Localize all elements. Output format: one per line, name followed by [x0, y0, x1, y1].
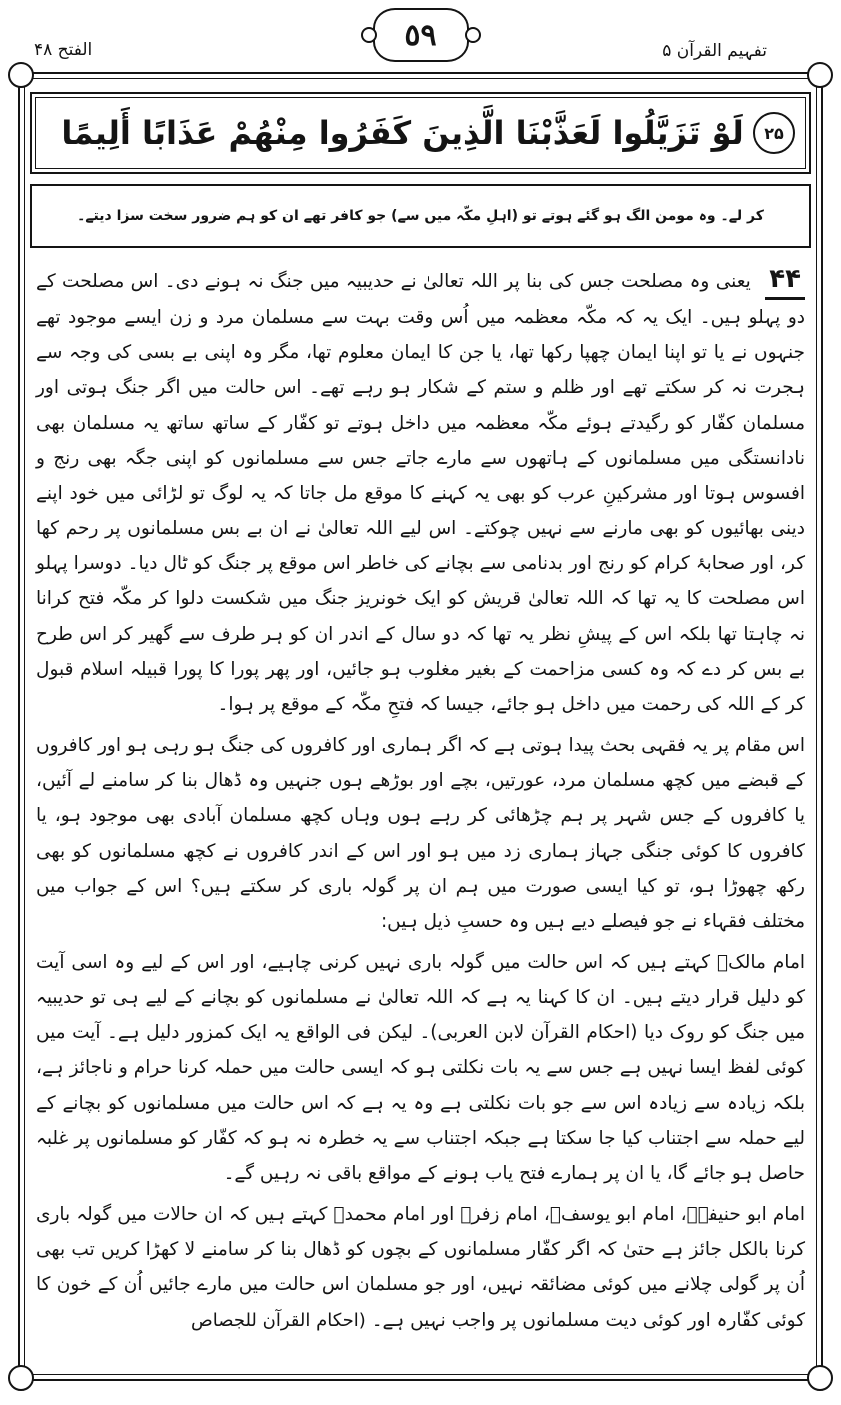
commentary-paragraph [36, 945, 805, 1191]
commentary-paragraph [36, 262, 805, 722]
arabic-verse-box [30, 92, 811, 174]
verse-number-marker: ۲۵ [753, 112, 795, 154]
paragraph-text: یعنی وہ مصلحت جس کی بنا پر اللہ تعالیٰ نے حدیبیہ میں جنگ نہ ہونے دی۔ اس مصلحت کے دو پہلو ہیں۔ ایک یہ کہ مکّہ معظمہ میں اُس وقت بہت سے مسلمان مرد و زن ایسے موجود تھے جنہوں نے یا تو اپنا ایمان چھپا رکھا تھا، یا جن کا ایمان معلوم تھا، مگر وہ اپنی بے بسی کی وجہ سے ہجرت نہ کر سکتے تھے اور ظلم و ستم کے شکار ہو رہے تھے۔ اس حالت میں اگر جنگ ہوتی اور مسلمان کفّار کو رگیدتے ہوئے مکّہ معظمہ میں داخل ہوتے تو کفّار کے ساتھ ساتھ یہ مسلمان بھی نادانستگی میں مسلمانوں کے ہاتھوں سے مارے جاتے جس سے مسلمانوں کو اپنی جگہ بھی رنج و افسوس ہوتا اور مشرکینِ عرب کو بھی یہ کہنے کا موقع مل جاتا کہ یہ لوگ تو لڑائی میں خود اپنے دینی بھائیوں کو بھی مارنے سے نہیں چوکتے۔ اس لیے اللہ تعالیٰ نے ان بے بس مسلمانوں پر رحم کھا کر، اور صحابۂ کرام کو رنج اور بدنامی سے بچانے کی خاطر اس موقع پر جنگ کو ٹال دیا۔ دوسرا پہلو اس مصلحت کا یہ تھا کہ اللہ تعالیٰ قریش کو ایک خونریز جنگ میں شکست دلوا کر مکّہ فتح کرانا نہ چاہتا تھا بلکہ اس کے پیشِ نظر یہ تھا کہ دو سال کے اندر ان کو ہر طرف سے گھیر کر اس طرح بے بس کر دے کہ وہ کسی مزاحمت کے بغیر مغلوب ہو جائیں، اور پھر پورا کا پورا قبیلہ اسلام قبول کر کے اللہ کی رحمت میں داخل ہو جائے، جیسا کہ فتحِ مکّہ کے موقع پر ہوا۔ [36, 271, 805, 715]
corner-ornament-icon [807, 62, 833, 88]
corner-ornament-icon [807, 1365, 833, 1391]
corner-ornament-icon [8, 1365, 34, 1391]
commentary-paragraph [36, 728, 805, 939]
page-number-ornament [373, 8, 469, 62]
translation-text: کر لے۔ وہ مومن الگ ہو گئے ہوتے تو (اہلِ مکّہ میں سے) جو کافر تھے ان کو ہم ضرور سخت سزا دیتے۔ [77, 208, 764, 224]
footnote-number: ۴۴ [765, 262, 805, 300]
commentary-section [36, 262, 805, 1344]
paragraph-text: اس مقام پر یہ فقہی بحث پیدا ہوتی ہے کہ اگر ہماری اور کافروں کی جنگ ہو رہی ہو اور کافروں کے قبضے میں کچھ مسلمان مرد، عورتیں، بچے اور بوڑھے ہوں جنہیں وہ ڈھال بنا کر سامنے لے آئیں، یا کافروں کے جس شہر پر ہم چڑھائی کر رہے ہوں وہاں کچھ مسلمان آبادی بھی موجود ہو، یا کافروں کا کوئی جنگی جہاز ہماری زد میں ہو اور اس کے اندر کافروں نے کچھ مسلمانوں کو بھی رکھ چھوڑا ہو، تو کیا ایسی صورت میں ہم ان پر گولہ باری کر سکتے ہیں؟ اس کے جواب میں مختلف فقہاء نے جو فیصلے دیے ہیں وہ حسبِ ذیل ہیں: [36, 735, 805, 932]
running-title-surah: الفتح ۴۸ [34, 40, 93, 60]
commentary-paragraph [36, 1197, 805, 1338]
arabic-verse-text: لَوْ تَزَيَّلُوا لَعَذَّبْنَا الَّذِينَ كَفَرُوا مِنْهُمْ عَذَابًا أَلِيمًا [61, 114, 744, 152]
page-number: ٥٩ [404, 17, 437, 53]
paragraph-text: امام مالکؒ کہتے ہیں کہ اس حالت میں گولہ باری نہیں کرنی چاہیے، اور اس کے لیے وہ اسی آیت کو دلیل قرار دیتے ہیں۔ ان کا کہنا یہ ہے کہ اللہ تعالیٰ نے مسلمانوں کو بچانے کے لیے ہی تو حدیبیہ میں جنگ کو روک دیا (احکام القرآن لابن العربی)۔ لیکن فی الواقع یہ ایک کمزور دلیل ہے۔ آیت میں کوئی لفظ ایسا نہیں ہے جس سے یہ بات نکلتی ہو کہ ایسی حالت میں حملہ کرنا حرام و ناجائز ہے، بلکہ زیادہ سے زیادہ اس سے جو بات نکلتی ہے وہ یہ ہے کہ اس حالت میں مسلمانوں کو بچانے کے لیے حملہ سے اجتناب کیا جا سکتا ہے جبکہ اجتناب سے یہ خطرہ نہ ہو کہ کفّار کو مسلمانوں پر غلبہ حاصل ہو جائے گا، یا ان پر ہمارے فتح یاب ہونے کے مواقع باقی نہ رہیں گے۔ [36, 951, 805, 1184]
translation-box [30, 184, 811, 248]
paragraph-text: امام ابو حنیفہؒ، امام ابو یوسفؒ، امام زفرؒ اور امام محمدؒ کہتے ہیں کہ ان حالات میں گولہ باری کرنا بالکل جائز ہے حتیٰ کہ اگر کفّار مسلمانوں کے بچوں کو ڈھال بنا کر سامنے لا کھڑا کریں تب بھی اُن پر گولی چلانے میں کوئی مضائقہ نہیں، اور جو مسلمان اس حالت میں مارے جائیں اُن کے خون کا کوئی کفّارہ اور کوئی دیت مسلمانوں پر واجب نہیں ہے۔ [36, 1204, 805, 1331]
citation-reference: (احکام القرآن للجصاص [190, 1309, 366, 1331]
corner-ornament-icon [8, 62, 34, 88]
running-title-book: تفہیم القرآن ۵ [662, 41, 767, 61]
page-header [14, 6, 827, 70]
